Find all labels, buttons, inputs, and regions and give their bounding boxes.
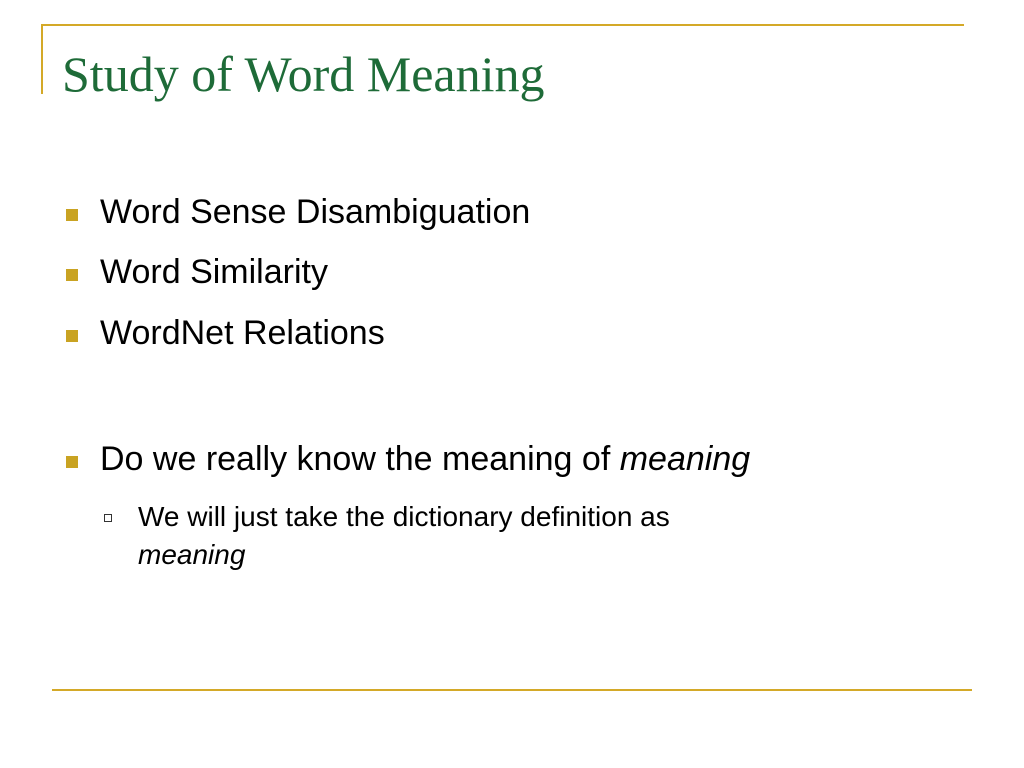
bullet-square-icon bbox=[66, 269, 78, 281]
bullet-item: Word Sense Disambiguation bbox=[100, 193, 531, 231]
slide-title: Study of Word Meaning bbox=[62, 46, 545, 102]
bullet-item-question bbox=[100, 439, 750, 479]
bullet-item: Word Similarity bbox=[100, 253, 328, 291]
sub-bullet-text: We will just take the dictionary definition as bbox=[138, 501, 670, 532]
sub-bullet-item bbox=[138, 498, 878, 574]
sub-bullet-emphasis: meaning bbox=[138, 539, 246, 570]
bullet-square-icon bbox=[66, 456, 78, 468]
question-emphasis: meaning bbox=[619, 440, 751, 478]
bullet-item: WordNet Relations bbox=[100, 314, 385, 352]
bottom-rule bbox=[52, 689, 972, 691]
bullet-square-icon bbox=[66, 330, 78, 342]
sub-bullet-box-icon bbox=[104, 514, 112, 522]
bullet-square-icon bbox=[66, 209, 78, 221]
question-text: Do we really know the meaning of bbox=[100, 440, 620, 478]
